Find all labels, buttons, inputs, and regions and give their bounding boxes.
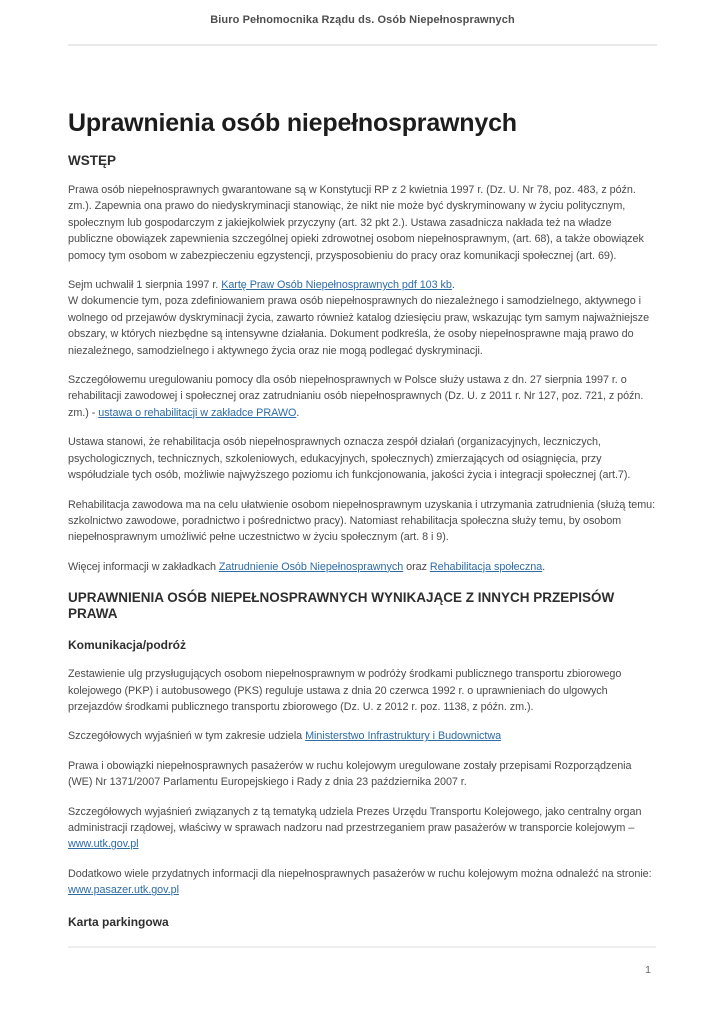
paragraph (68, 182, 656, 264)
text-link[interactable]: www.utk.gov.pl (68, 838, 139, 851)
text-run: Prawa osób niepełnosprawnych gwarantowane są w Konstytucji RP z 2 kwietnia 1997 r. (Dz. U. Nr 78, poz. 483, z późn. zm.). Zapewnia ona prawo do niedyskryminacji stanowiąc, że nikt nie może być dyskryminowany w życiu politycznym, społecznym lub gospodarczym z jakiejkolwiek przyczyny (art. 32 pkt 2.). Ustawa zasadnicza nakłada też na władze publiczne obowiązek zapewnienia szczególnej opieki zdrowotnej osobom niepełnosprawnym, (art. 68), a także obowiązek pomocy tym osobom w zabezpieczeniu egzystencji, przysposobieniu do pracy oraz komunikacji społecznej (art. 69). (68, 184, 644, 262)
header-divider (68, 44, 657, 46)
text-run: Zestawienie ulg przysługujących osobom niepełnosprawnym w podróży środkami publicznego transportu zbiorowego kolejowego (PKP) i autobusowego (PKS) reguluje ustawa z dnia 20 czerwca 1992 r. o uprawnieniach do ulgowych przejazdów środkami publicznego transportu zbiorowego (Dz. U. z 2012 r. poz. 1138, z późn. zm.). (68, 668, 622, 713)
text-link[interactable]: Ministerstwo Infrastruktury i Budownictwa (305, 730, 502, 743)
text-run: Prawa i obowiązki niepełnosprawnych pasażerów w ruchu kolejowym uregulowane zostały przepisami Rozporządzenia (WE) Nr 1371/2007 Parlamentu Europejskiego i Rady z dnia 23 października 2007 r. (68, 759, 632, 789)
paragraph (68, 497, 656, 546)
paragraph (68, 666, 656, 715)
paragraph (68, 277, 656, 359)
text-link[interactable]: www.pasazer.utk.gov.pl (68, 884, 179, 897)
text-link[interactable]: Zatrudnienie Osób Niepełnosprawnych (218, 560, 404, 573)
section-heading: WSTĘP (68, 153, 117, 168)
paragraph (68, 804, 656, 853)
text-run: . (451, 279, 455, 292)
text-run: Dodatkowo wiele przydatnych informacji dla niepełnosprawnych pasażerów w ruchu kolejowym można odnaleźć na stronie: (68, 867, 652, 880)
paragraph (68, 758, 656, 791)
text-link[interactable]: Rehabilitacja społeczna (429, 560, 543, 573)
section-heading: UPRAWNIENIA OSÓB NIEPEŁNOSPRAWNYCH WYNIKAJĄCE Z INNYCH PRZEPISÓW PRAWA (68, 590, 615, 622)
page-title: Uprawnienia osób niepełnosprawnych (68, 109, 517, 137)
text-run: oraz (403, 560, 430, 573)
footer-divider (68, 946, 656, 948)
document-blocks (68, 153, 656, 930)
text-run: Ustawa stanowi, że rehabilitacja osób niepełnosprawnych oznacza zespół działań (organizacyjnych, leczniczych, psychologicznych, technicznych, szkoleniowych, edukacyjnych, społecznych) zmierzających od osiągnięcia, przy współudziale tych osób, możliwie najwyższego poziomu ich funkcjonowania, jakości życia i integracji społecznej (art.7). (68, 436, 631, 482)
subsection-heading: Karta parkingowa (68, 914, 169, 929)
running-header-title: Biuro Pełnomocnika Rządu ds. Osób Niepełnosprawnych (210, 14, 515, 26)
text-run: Szczegółowemu uregulowaniu pomocy dla osób niepełnosprawnych w Polsce służy ustawa z dn. 27 sierpnia 1997 r. o rehabilitacji zawodowej i społecznej oraz zatrudnianiu osób niepełnosprawnych (Dz. U. z 2011 r. Nr 127, poz. 721, z późn. zm.) - (68, 374, 644, 419)
text-run: Sejm uchwalił 1 sierpnia 1997 r. (68, 279, 222, 292)
text-link[interactable]: ustawa o rehabilitacji w zakładce PRAWO (98, 406, 297, 419)
page-number: 1 (645, 964, 651, 976)
text-run: W dokumencie tym, poza zdefiniowaniem prawa osób niepełnosprawnych do niezależnego i samodzielnego, aktywnego i wolnego od przejawów dyskryminacji życia, zawarto również katalog dziesięciu praw, wskazując tym samym najważniejsze obszary, w których niezbędne są intensywne działania. Dokument podkreśla, że osoby niepełnosprawne mają prawo do niezależnego, samodzielnego i aktywnego życia oraz nie mogą podlegać dyskryminacji. (68, 295, 650, 357)
paragraph (68, 559, 656, 575)
paragraph (68, 866, 656, 899)
text-run: Więcej informacji w zakładkach (68, 560, 219, 573)
text-run: Szczegółowych wyjaśnień związanych z tą tematyką udziela Prezes Urzędu Transportu Kolejowego, jako centralny organ administracji rządowej, właściwy w sprawach nadzoru nad przestrzeganiem praw pasażerów w transporcie kolejowym – (68, 805, 642, 834)
document-body (68, 108, 656, 930)
text-run: . (542, 560, 546, 573)
text-run: Szczegółowych wyjaśnień w tym zakresie udziela (68, 730, 306, 743)
paragraph (68, 372, 656, 421)
text-run: . (296, 406, 300, 419)
paragraph (68, 434, 656, 483)
paragraph (68, 728, 656, 744)
text-run: Rehabilitacja zawodowa ma na celu ułatwienie osobom niepełnosprawnym uzyskania i utrzymania zatrudnienia (służą temu: szkolnictwo zawodowe, poradnictwo i pośrednictwo pracy). Natomiast rehabilitacja społeczna służy temu, by osobom niepełnosprawnym umożliwić pełne uczestnictwo w życiu społecznym (art. 8 i 9). (68, 498, 656, 544)
subsection-heading: Komunikacja/podróż (68, 638, 187, 653)
text-link[interactable]: Kartę Praw Osób Niepełnosprawnych pdf 103 kb (221, 279, 452, 292)
